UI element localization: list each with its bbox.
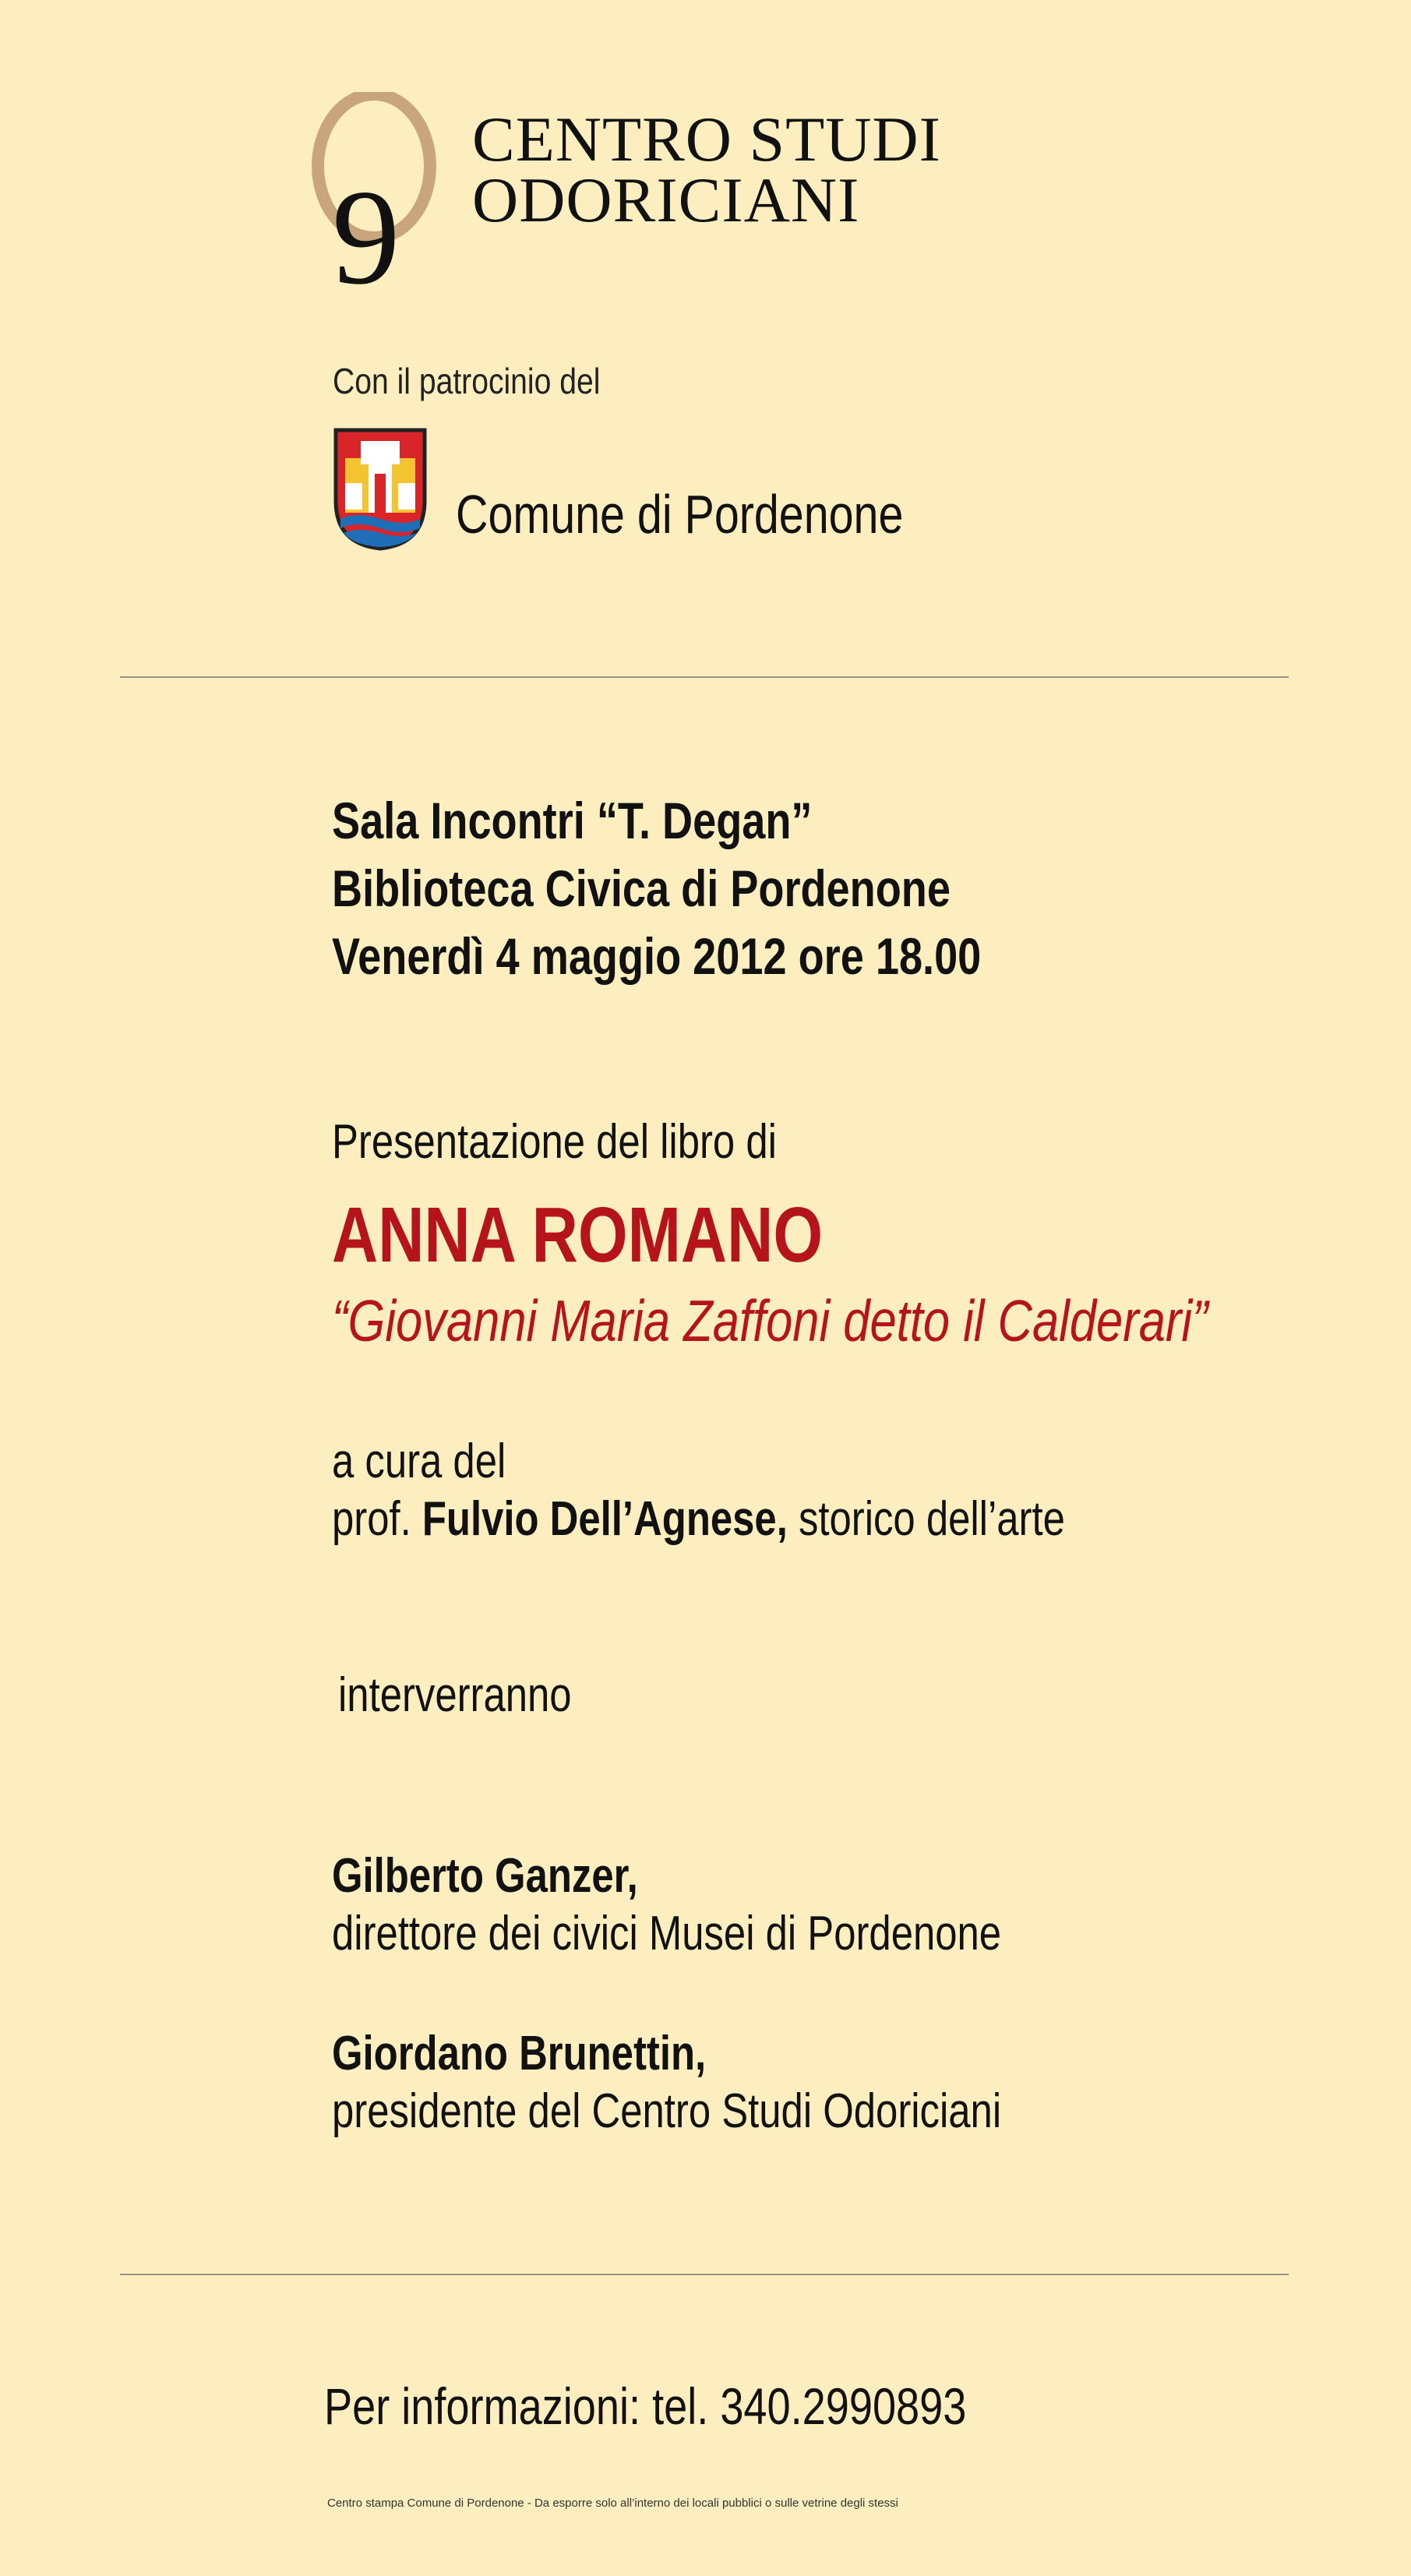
speaker-name: Gilberto Ganzer,: [332, 1849, 638, 1903]
event-date: Venerdì 4 maggio 2012 ore 18.00: [332, 927, 982, 985]
venue-line-2: Biblioteca Civica di Pordenone: [332, 859, 951, 917]
contact-info: Per informazioni: tel. 340.2990893: [324, 2377, 967, 2435]
centro-studi-logo-mark: [310, 92, 450, 287]
presentation-label: Presentazione del libro di: [332, 1115, 777, 1169]
author-name: ANNA ROMANO: [332, 1191, 824, 1279]
speaker-role: presidente del Centro Studi Odoriciani: [332, 2084, 1002, 2138]
logo-line-2: ODORICIANI: [472, 164, 860, 235]
curator-line: [332, 1491, 1065, 1547]
bottom-divider: [120, 2274, 1289, 2275]
curator-name: Fulvio Dell’Agnese,: [422, 1492, 788, 1546]
curator-prefix: prof.: [332, 1492, 411, 1546]
logo-wordmark: [472, 104, 941, 235]
speaker-name: Giordano Brunettin,: [332, 2027, 707, 2080]
patronage-label: Con il patrocinio del: [333, 361, 601, 401]
venue-line-1: Sala Incontri “T. Degan”: [332, 792, 813, 849]
top-divider: [120, 676, 1289, 678]
venue-block: [332, 787, 981, 990]
book-title: “Giovanni Maria Zaffoni detto il Calderari”: [332, 1288, 1208, 1353]
curated-intro: a cura del: [332, 1434, 506, 1488]
comune-crest-icon: [333, 427, 428, 552]
logo-line-1: CENTRO STUDI: [472, 104, 941, 175]
footer-note: Centro stampa Comune di Pordenone - Da esporre solo all’interno dei locali pubblici o sulle vetrine degli stessi: [327, 2497, 898, 2510]
speaker-role: direttore dei civici Musei di Pordenone: [332, 1907, 1002, 1960]
curator-role: storico dell’arte: [798, 1492, 1065, 1546]
svg-text:9: 9: [332, 161, 400, 287]
comune-name: Comune di Pordenone: [456, 484, 904, 545]
speakers-intro: interverranno: [338, 1668, 572, 1722]
